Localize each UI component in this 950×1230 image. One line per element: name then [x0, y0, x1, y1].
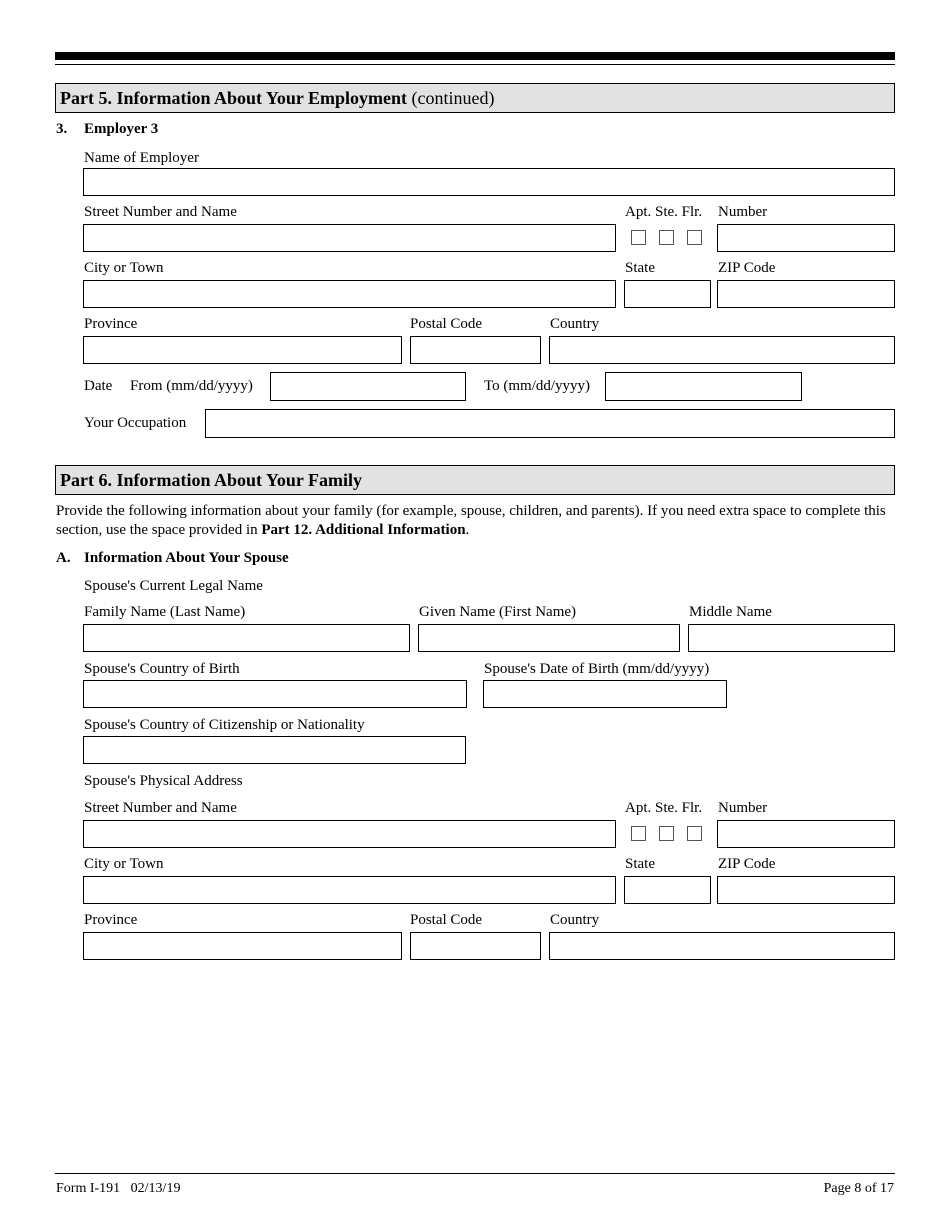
spouse-flr-checkbox[interactable] — [687, 826, 702, 841]
spouse-postal-label: Postal Code — [410, 912, 483, 928]
footer-rule — [55, 1173, 895, 1174]
spouse-dob-label: Spouse's Date of Birth (mm/dd/yyyy) — [484, 661, 710, 677]
employer-city-label: City or Town — [84, 260, 164, 276]
intro-text: Provide the following information about your family (for example, spouse, children, and parents). If you need extra space to complete this section, use the space provided in — [56, 503, 886, 538]
spouse-given-name-label: Given Name (First Name) — [419, 604, 577, 620]
spouse-street-input[interactable] — [83, 820, 616, 848]
employer-to-input[interactable] — [605, 372, 802, 401]
employer-state-select[interactable] — [624, 280, 711, 308]
employer-to-label: To (mm/dd/yyyy) — [484, 378, 591, 394]
occupation-input[interactable] — [205, 409, 895, 438]
part6-intro — [56, 502, 901, 540]
employer-flr-checkbox[interactable] — [687, 230, 702, 245]
employer-postal-input[interactable] — [410, 336, 541, 364]
spouse-citizenship-input[interactable] — [83, 736, 466, 764]
spouse-apt-checkbox[interactable] — [631, 826, 646, 841]
spouse-country-input[interactable] — [549, 932, 895, 960]
section-title: Information About Your Spouse — [84, 550, 289, 566]
footer-page-number: Page 8 of 17 — [823, 1181, 894, 1196]
spouse-apt-label: Apt. Ste. Flr. — [625, 800, 703, 816]
spouse-dob-input[interactable] — [483, 680, 727, 708]
spouse-country-birth-input[interactable] — [83, 680, 467, 708]
footer-form-id: Form I-191 02/13/19 — [56, 1181, 181, 1196]
spouse-middle-name-input[interactable] — [688, 624, 895, 652]
employer-name-input[interactable] — [83, 168, 895, 196]
spouse-state-select[interactable] — [624, 876, 711, 904]
employer-apt-label: Apt. Ste. Flr. — [625, 204, 703, 220]
part5-header-title: Part 5. Information About Your Employment — [60, 88, 408, 108]
intro-end: . — [465, 522, 470, 538]
spouse-middle-name-label: Middle Name — [689, 604, 772, 620]
part6-header-title: Part 6. Information About Your Family — [60, 470, 363, 490]
spouse-ste-checkbox[interactable] — [659, 826, 674, 841]
spouse-province-input[interactable] — [83, 932, 402, 960]
spouse-zip-label: ZIP Code — [718, 856, 776, 872]
employer-number-label: Number — [718, 204, 768, 220]
spouse-legal-name-label: Spouse's Current Legal Name — [84, 578, 263, 594]
employer-city-input[interactable] — [83, 280, 616, 308]
section-letter: A. — [56, 550, 71, 566]
employer-country-label: Country — [550, 316, 600, 332]
spouse-family-name-label: Family Name (Last Name) — [84, 604, 246, 620]
employer-from-label: From (mm/dd/yyyy) — [130, 378, 253, 394]
employer-zip-input[interactable] — [717, 280, 895, 308]
spouse-province-label: Province — [84, 912, 138, 928]
spouse-country-birth-label: Spouse's Country of Birth — [84, 661, 240, 677]
employer-postal-label: Postal Code — [410, 316, 483, 332]
spouse-zip-input[interactable] — [717, 876, 895, 904]
occupation-label: Your Occupation — [84, 415, 187, 431]
employer-from-input[interactable] — [270, 372, 466, 401]
top-rule-thin — [55, 64, 895, 65]
part5-header-suffix: (continued) — [407, 88, 495, 108]
spouse-family-name-input[interactable] — [83, 624, 410, 652]
employer-state-label: State — [625, 260, 655, 276]
spouse-number-input[interactable] — [717, 820, 895, 848]
employer-country-input[interactable] — [549, 336, 895, 364]
spouse-postal-input[interactable] — [410, 932, 541, 960]
spouse-state-label: State — [625, 856, 655, 872]
employer-province-input[interactable] — [83, 336, 402, 364]
intro-bold: Part 12. Additional Information — [261, 522, 466, 538]
spouse-number-label: Number — [718, 800, 768, 816]
spouse-city-label: City or Town — [84, 856, 164, 872]
employer-apt-checkbox[interactable] — [631, 230, 646, 245]
top-rule-thick — [55, 52, 895, 60]
employer-number-input[interactable] — [717, 224, 895, 252]
employer-name-label: Name of Employer — [84, 150, 199, 166]
part6-header — [55, 465, 895, 495]
employer-province-label: Province — [84, 316, 138, 332]
employer-zip-label: ZIP Code — [718, 260, 776, 276]
spouse-country-label: Country — [550, 912, 600, 928]
spouse-physical-address-label: Spouse's Physical Address — [84, 773, 243, 789]
employer-date-label: Date — [84, 378, 113, 394]
spouse-citizenship-label: Spouse's Country of Citizenship or Nationality — [84, 717, 365, 733]
spouse-city-input[interactable] — [83, 876, 616, 904]
spouse-street-label: Street Number and Name — [84, 800, 237, 816]
item-title: Employer 3 — [84, 121, 159, 137]
employer-street-input[interactable] — [83, 224, 616, 252]
spouse-given-name-input[interactable] — [418, 624, 680, 652]
employer-ste-checkbox[interactable] — [659, 230, 674, 245]
employer-street-label: Street Number and Name — [84, 204, 237, 220]
part5-header — [55, 83, 895, 113]
item-number: 3. — [56, 121, 68, 137]
